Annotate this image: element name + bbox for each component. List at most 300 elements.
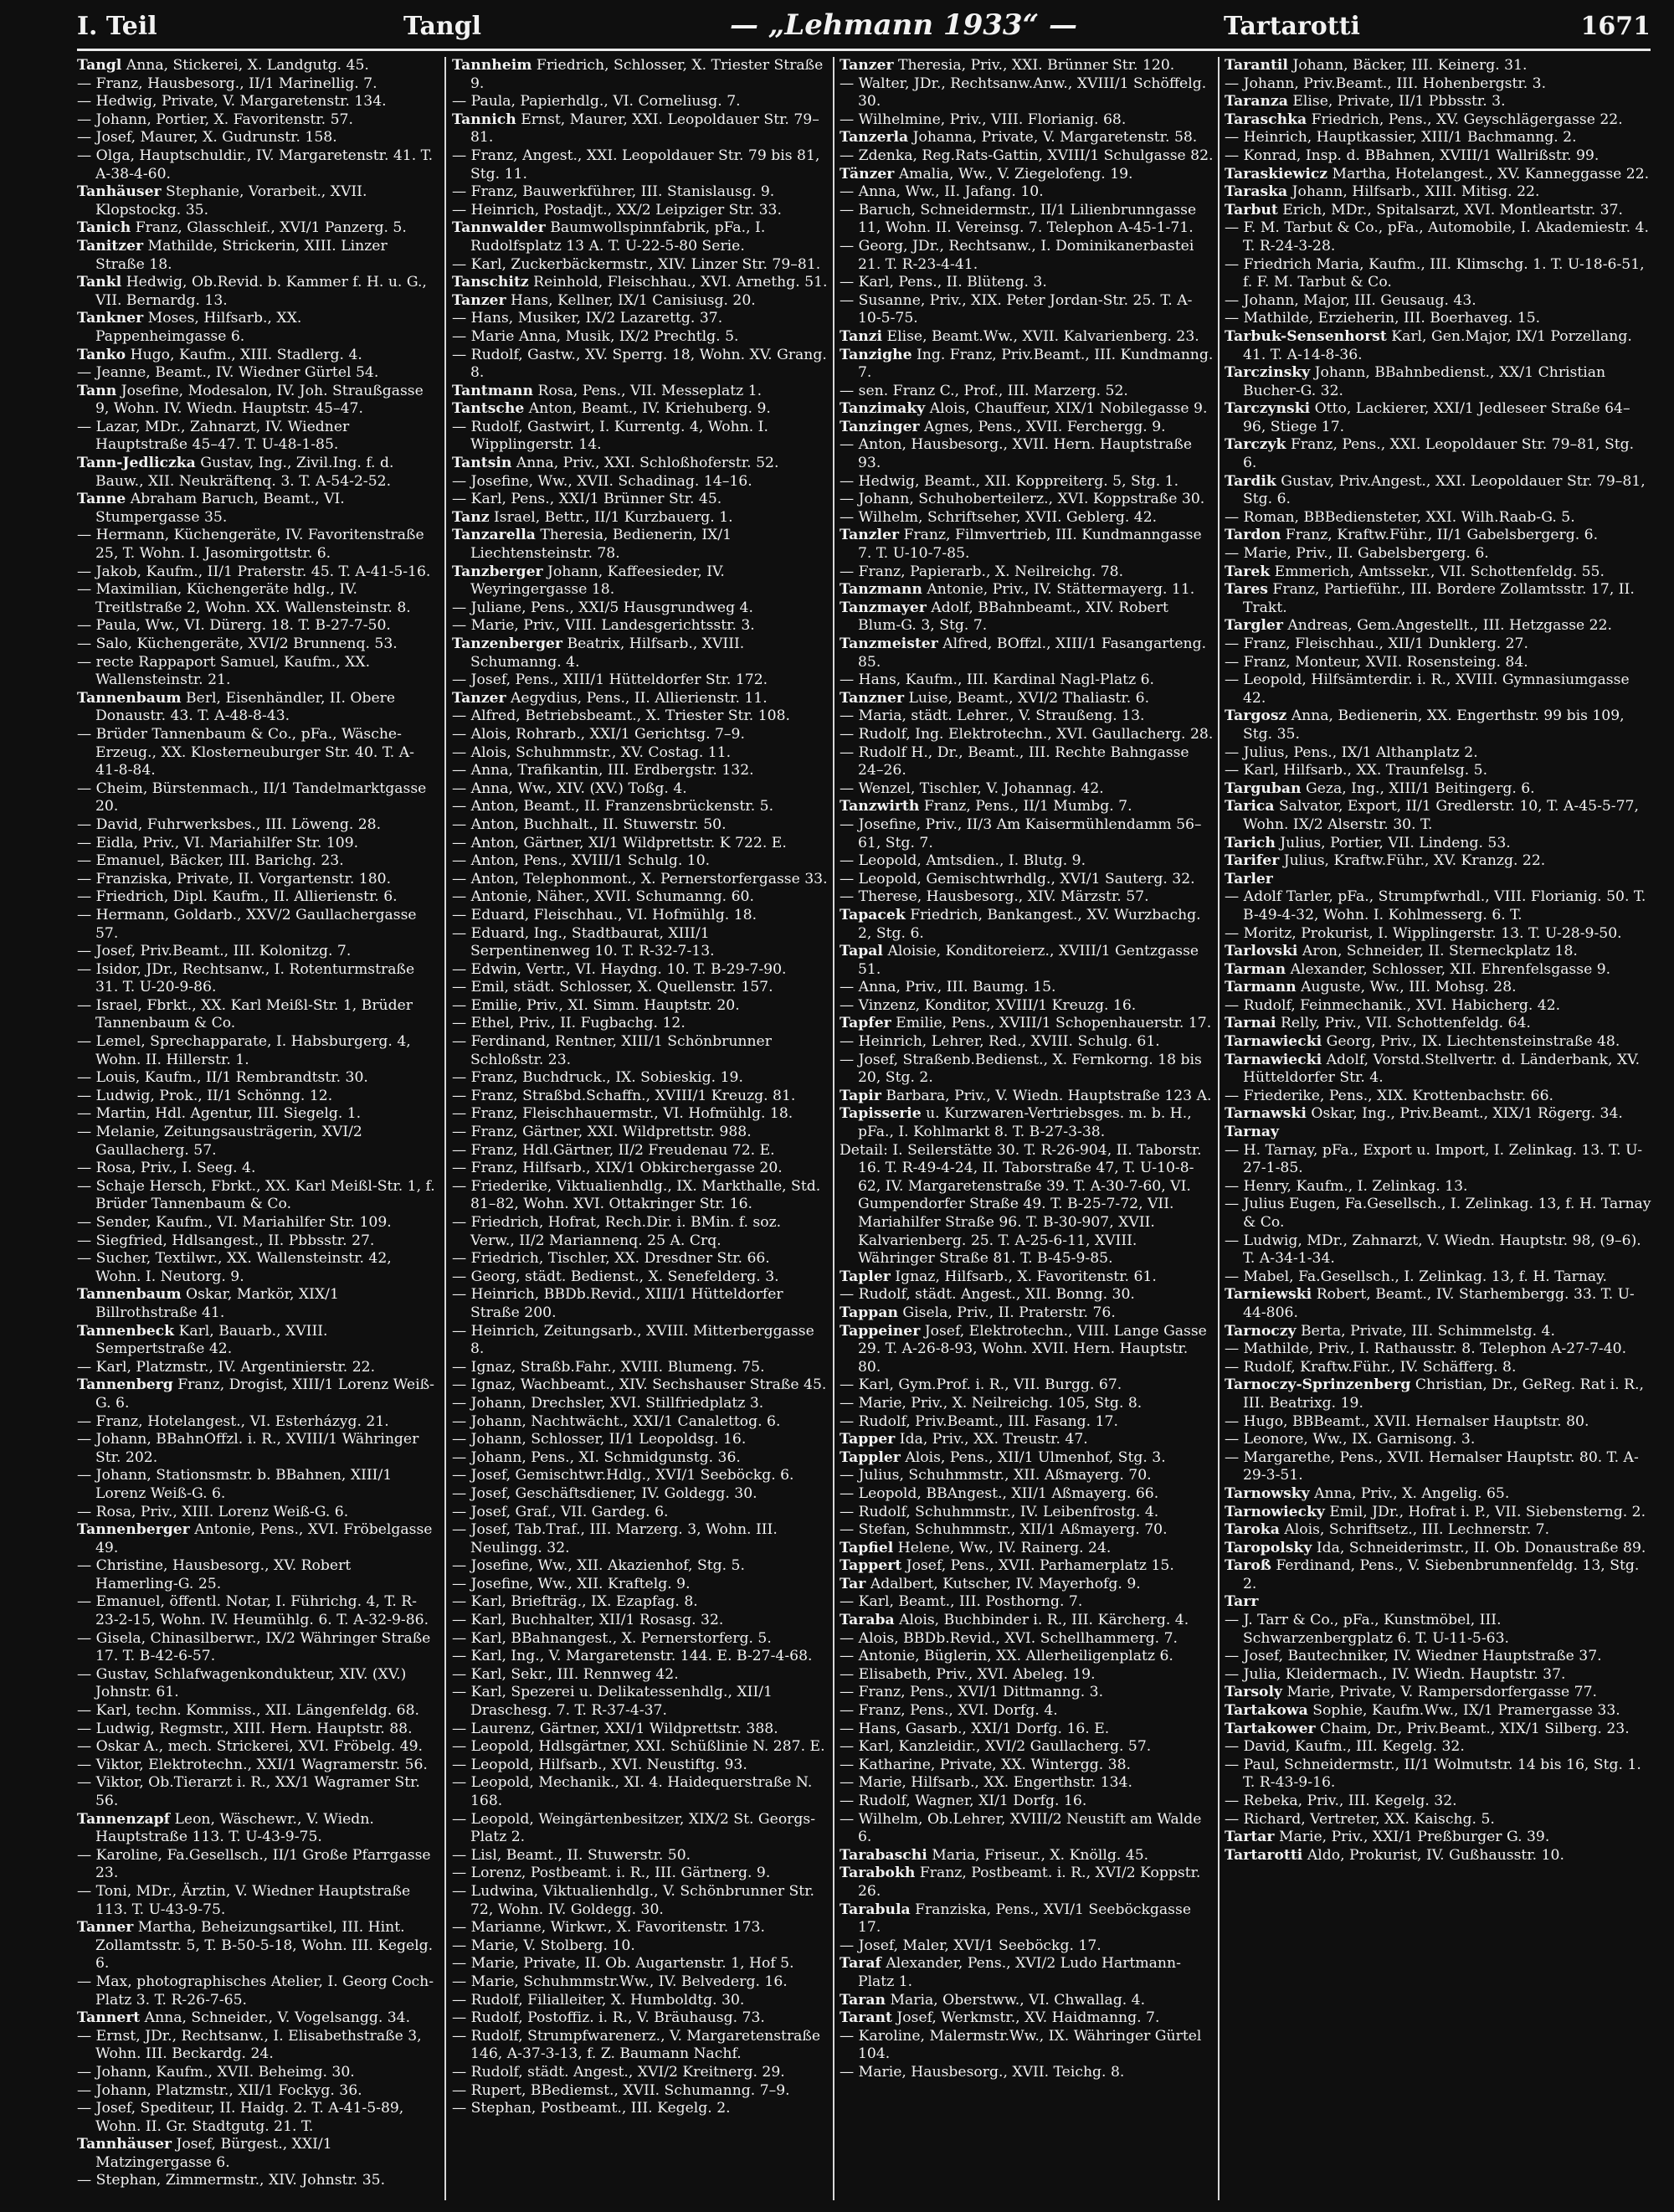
entry-details: Josef, Werkmstr., XV. Haidmanng. 7. <box>896 2009 1160 2027</box>
entry-details: — Josefine, Ww., XII. Kraftelg. 9. <box>452 1575 691 1592</box>
column-rule <box>833 57 834 2200</box>
entry-details: — Stephan, Postbeamt., III. Kegelg. 2. <box>452 2100 731 2117</box>
entry-details: — Sucher, Textilwr., XX. Wallensteinstr. 42, Wohn. I. Neutorg. 9. <box>77 1250 392 1285</box>
directory-entry <box>840 1702 1214 1721</box>
entry-details: — Julius, Pens., IX/1 Althanplatz 2. <box>1225 743 1478 761</box>
entry-surname: Tarnawiecki <box>1225 1033 1322 1051</box>
directory-entry <box>77 527 437 563</box>
directory-entry <box>452 93 829 111</box>
entry-details: Georg, Priv., IX. Liechtensteinstraße 48. <box>1326 1033 1620 1051</box>
directory-entry <box>452 1593 829 1612</box>
directory-entry <box>77 1069 437 1088</box>
directory-entry <box>452 1268 829 1287</box>
entry-details: Ignaz, Hilfsarb., X. Favoritenstr. 61. <box>895 1268 1157 1285</box>
directory-entry <box>1225 671 1651 707</box>
entry-details: Josefine, Modesalon, IV. Joh. Straußgasse 9, Wohn. IV. Wiedn. Hauptstr. 45–47. <box>95 382 424 418</box>
directory-entry <box>1225 1702 1651 1721</box>
directory-entry <box>452 852 829 871</box>
entry-details: — Ludwina, Viktualienhdlg., V. Schönbrunner Str. 72, Wohn. IV. Goldegg. 30. <box>452 1882 814 1918</box>
directory-entry <box>452 310 829 328</box>
entry-details: — Franz, Angest., XXI. Leopoldauer Str. 79 bis 81, Stg. 11. <box>452 147 820 183</box>
directory-entry <box>77 93 437 111</box>
entry-surname: Tappan <box>840 1304 898 1321</box>
entry-details: — Richard, Vertreter, XX. Kaischg. 5. <box>1225 1810 1495 1828</box>
entry-details: Johanna, Private, V. Margaretenstr. 58. <box>912 129 1198 147</box>
entry-details: — Josefine, Priv., II/3 Am Kaisermühlendamm 56–61, Stg. 7. <box>840 815 1202 851</box>
directory-entry <box>77 1557 437 1593</box>
entry-details: Antonie, Priv., IV. Stättermayerg. 11. <box>927 581 1195 599</box>
entry-details: — Ferdinand, Rentner, XIII/1 Schönbrunner Schloßstr. 23. <box>452 1033 772 1068</box>
directory-entry <box>840 1431 1214 1449</box>
directory-entry <box>840 581 1214 599</box>
entry-details: Oskar, Markör, XIX/1 Billrothstraße 41. <box>95 1286 339 1321</box>
entry-details: — J. Tarr & Co., pFa., Kunstmöbel, III. Schwarzenbergplatz 6. T. U-11-5-63. <box>1225 1612 1509 1647</box>
entry-details: Theresia, Bedienerin, IX/1 Liechtensteinstr. 78. <box>470 527 732 563</box>
entry-details: — Karl, Pens., XXI/1 Brünner Str. 45. <box>452 491 722 508</box>
directory-entry <box>77 129 437 147</box>
entry-surname: Tänzer <box>840 165 895 183</box>
directory-entry <box>77 780 437 816</box>
directory-entry <box>840 527 1214 563</box>
directory-entry <box>1225 1449 1651 1485</box>
directory-entry <box>77 1431 437 1467</box>
entry-details: — Josefine, Ww., XVII. Schadinag. 14–16. <box>452 472 752 490</box>
directory-entry <box>1225 1142 1651 1178</box>
entry-details: Johann, Kaffeesieder, IV. Weyringergasse 18. <box>470 563 725 599</box>
directory-entry <box>452 726 829 744</box>
entry-details: — Johann, Priv.Beamt., III. Hohenbergstr. 3. <box>1225 75 1547 92</box>
directory-entry <box>1225 1540 1651 1558</box>
entry-details: Alois, Schriftsetz., III. Lechnerstr. 7. <box>1284 1521 1550 1539</box>
directory-entry <box>452 925 829 961</box>
entry-details: — Ignaz, Straßb.Fahr., XVIII. Blumeng. 75. <box>452 1358 765 1376</box>
entry-details: Amalia, Ww., V. Ziegelofeng. 19. <box>898 165 1133 183</box>
entry-details: Aron, Schneider, II. Sterneckplatz 18. <box>1302 943 1578 960</box>
directory-entry <box>1225 400 1651 436</box>
entry-details: — Sender, Kaufm., VI. Mariahilfer Str. 109. <box>77 1214 392 1231</box>
entry-details: — Johann, Kaufm., XVII. Beheimg. 30. <box>77 2063 355 2081</box>
entry-details: — Hans, Kaufm., III. Kardinal Nagl-Platz 6. <box>840 671 1155 689</box>
directory-entry <box>840 347 1214 383</box>
entry-details: — Rebeka, Priv., III. Kegelg. 32. <box>1225 1793 1457 1809</box>
entry-surname: Tanzner <box>840 689 905 707</box>
entry-details: — Max, photographisches Atelier, I. Georg Coch-Platz 3. T. R-26-7-65. <box>77 1973 434 2009</box>
directory-entry <box>452 419 829 455</box>
entry-details: — Karoline, Malermstr.Ww., IX. Währinger Gürtel 104. <box>840 2027 1202 2063</box>
entry-details: — Leopold, BBAngest., XII/1 Aßmayerg. 66. <box>840 1484 1159 1502</box>
entry-surname: Targuban <box>1225 779 1302 797</box>
entry-details: Martha, Hotelangest., XV. Kanneggasse 22. <box>1332 165 1650 183</box>
directory-entry <box>77 1774 437 1810</box>
entry-details: — Salo, Küchengeräte, XVI/2 Brunnenq. 53. <box>77 635 398 652</box>
directory-entry <box>1225 93 1651 111</box>
entry-details: — Wilhelm, Schriftseher, XVII. Geblerg. 42. <box>840 508 1158 526</box>
directory-entry <box>452 1955 829 1973</box>
directory-entry <box>1225 888 1651 924</box>
entry-details: — Marie, Schuhmmstr.Ww., IV. Belvederg. 16. <box>452 1973 788 1990</box>
entry-details: — Karl, Kanzleidir., XVI/2 Gaullacherg. 57. <box>840 1738 1152 1756</box>
entry-details: — Lorenz, Postbeamt. i. R., III. Gärtnerg. 9. <box>452 1865 771 1882</box>
entry-details: — Stephan, Zimmermstr., XIV. Johnstr. 35. <box>77 2172 386 2189</box>
entry-details: Emilie, Pens., XVIII/1 Schopenhauerstr. 17. <box>896 1015 1212 1032</box>
entry-details: — Alois, Rohrarb., XXI/1 Gerichtsg. 7–9. <box>452 725 745 743</box>
directory-entry <box>840 635 1214 671</box>
entry-details: Christian, Dr., GeReg. Rat i. R., III. Beatrixg. 19. <box>1243 1376 1644 1412</box>
entry-details: — Leopold, Hdlsgärtner, XXI. Schüßlinie N. 287. E. <box>452 1738 825 1756</box>
entry-details: Erich, MDr., Spitalsarzt, XVI. Montleartstr. 37. <box>1282 201 1623 219</box>
entry-surname: Tarabokh <box>840 1865 916 1882</box>
entry-surname: Tannert <box>77 2009 141 2027</box>
entry-details: — Josef, Spediteur, II. Haidg. 2. T. A-41-5-89, Wohn. II. Gr. Stadtgutg. 21. T. <box>77 2100 404 2135</box>
entry-details: Anna, Stickerei, X. Landgutg. 45. <box>126 57 369 74</box>
entry-surname: Tanko <box>77 346 126 363</box>
entry-details: — Josef, Pens., XIII/1 Hütteldorfer Str. 172. <box>452 671 768 689</box>
directory-entry <box>840 726 1214 744</box>
entry-details: Franz, Glasschleif., XVI/1 Panzerg. 5. <box>135 219 407 237</box>
directory-entry <box>840 473 1214 491</box>
directory-entry <box>840 1485 1214 1504</box>
directory-entry <box>452 111 829 147</box>
entry-surname: Tanzimaky <box>840 400 926 418</box>
entry-details: Hedwig, Ob.Revid. b. Kammer f. H. u. G., VII. Bernardg. 13. <box>95 274 427 309</box>
directory-entry <box>840 1015 1214 1033</box>
entry-details: — Karoline, Fa.Gesellsch., II/1 Große Pfarrgasse 23. <box>77 1846 431 1882</box>
entry-surname: Tardik <box>1225 472 1276 490</box>
directory-entry <box>452 1521 829 1557</box>
entry-details: — Roman, BBBediensteter, XXI. Wilh.Raab-G. 5. <box>1225 508 1575 526</box>
entry-details: Julius, Kraftw.Führ., XV. Kranzg. 22. <box>1283 852 1546 870</box>
entry-details: Alois, Chauffeur, XIX/1 Nobilegasse 9. <box>929 400 1208 418</box>
entry-details: Stephanie, Vorarbeit., XVII. Klopstockg. 35. <box>95 183 367 219</box>
entry-details: — Anton, Pens., XVIII/1 Schulg. 10. <box>452 852 711 870</box>
entry-details: — Leopold, Amtsdien., I. Blutg. 9. <box>840 852 1086 870</box>
directory-entry <box>452 491 829 509</box>
directory-entry <box>452 1413 829 1432</box>
entry-details: — Franz, Hausbesorg., II/1 Marinellig. 7. <box>77 75 377 92</box>
directory-entry <box>452 744 829 763</box>
directory-entry <box>1225 1268 1651 1287</box>
entry-surname: Tannenberg <box>77 1376 173 1394</box>
directory-entry <box>840 292 1214 328</box>
directory-entry <box>77 383 437 419</box>
entry-details: — Schaje Hersch, Fbrkt., XX. Karl Meißl-Str. 1, f. Brüder Tannenbaum & Co. <box>77 1177 435 1213</box>
entry-details: Elise, Beamt.Ww., XVII. Kalvarienberg. 23. <box>886 327 1199 345</box>
directory-entry <box>77 57 437 75</box>
entry-surname: Tarnay <box>1225 1124 1279 1141</box>
column-1 <box>77 57 437 2200</box>
entry-details: Chaim, Dr., Priv.Beamt., XIX/1 Silberg. 23. <box>1320 1720 1630 1737</box>
directory-entry <box>840 997 1214 1016</box>
directory-entry <box>1225 1521 1651 1540</box>
entry-details: — Isidor, JDr., Rechtsanw., I. Rotenturmstraße 31. T. U-20-9-86. <box>77 960 415 996</box>
entry-details: Anna, Priv., XXI. Schloßhoferstr. 52. <box>516 455 779 472</box>
directory-entry <box>77 2136 437 2172</box>
entry-surname: Tantsche <box>452 400 525 418</box>
entry-details: Maria, Oberstww., VI. Chwallag. 4. <box>890 1991 1146 2009</box>
directory-entry <box>77 1413 437 1432</box>
entry-details: — Johann, Stationsmstr. b. BBahnen, XIII/1 Lorenz Weiß-G. 6. <box>77 1467 393 1502</box>
entry-details: — Karl, Pens., II. Blüteng. 3. <box>840 274 1047 291</box>
directory-entry <box>452 599 829 618</box>
entry-surname: Tarman <box>1225 960 1286 978</box>
entry-surname: Tannwalder <box>452 219 546 237</box>
entry-details: — Marie, Priv., VIII. Landesgerichtsstr. 3. <box>452 617 755 635</box>
directory-entry <box>1225 871 1651 889</box>
directory-entry <box>840 690 1214 708</box>
entry-details: — Henry, Kaufm., I. Zelinkag. 13. <box>1225 1177 1468 1195</box>
entry-surname: Tanzmayer <box>840 599 927 616</box>
directory-entry <box>1225 1232 1651 1268</box>
entry-details: Adolf, BBahnbeamt., XIV. Robert Blum-G. 3, Stg. 7. <box>858 599 1168 635</box>
entry-details: Friedrich, Schlosser, X. Triester Straße 9. <box>470 57 824 92</box>
entry-surname: Taroka <box>1225 1521 1280 1539</box>
entry-details: — Friedrich, Tischler, XX. Dresdner Str. 66. <box>452 1250 770 1268</box>
entry-details: — Israel, Fbrkt., XX. Karl Meißl-Str. 1, Brüder Tannenbaum & Co. <box>77 996 413 1032</box>
directory-entry <box>77 1504 437 1522</box>
entry-details: Ernst, Maurer, XXI. Leopoldauer Str. 79–81. <box>470 111 819 147</box>
entry-details: Anton, Beamt., IV. Kriehuberg. 9. <box>528 400 771 418</box>
entry-surname: Tarmann <box>1225 979 1297 996</box>
directory-entry <box>1225 1504 1651 1522</box>
entry-details: — Juliane, Pens., XXI/5 Hausgrundweg 4. <box>452 599 753 616</box>
entry-details: — Mathilde, Priv., I. Rathausstr. 8. Telephon A-27-7-40. <box>1225 1340 1627 1358</box>
directory-entry <box>77 147 437 183</box>
entry-details: — Katharine, Private, XX. Wintergg. 38. <box>840 1756 1131 1773</box>
entry-details: — Rudolf, städt. Angest., XVI/2 Kreitnerg. 29. <box>452 2063 785 2081</box>
directory-entry <box>452 1359 829 1377</box>
entry-details: — Karl, Buchhalter, XII/1 Rosasg. 32. <box>452 1612 724 1629</box>
entry-surname: Taraskiewicz <box>1225 165 1328 183</box>
entry-details: — Heinrich, Lehrer, Red., XVIII. Schulg. 61. <box>840 1033 1160 1051</box>
directory-entry <box>1225 798 1651 834</box>
directory-entry <box>77 1160 437 1178</box>
entry-details: Moses, Hilfsarb., XX. Pappenheimgasse 6. <box>95 310 302 345</box>
entry-details: — Karl, Zuckerbäckermstr., XIV. Linzer Str. 79–81. <box>452 255 821 273</box>
entry-details: — Louis, Kaufm., II/1 Rembrandtstr. 30. <box>77 1069 368 1087</box>
entry-details: — Georg, JDr., Rechtsanw., I. Dominikanerbastei 21. T. R-23-4-41. <box>840 237 1194 273</box>
entry-details: — Karl, Gym.Prof. i. R., VII. Burgg. 67. <box>840 1376 1122 1394</box>
directory-entry <box>840 1413 1214 1432</box>
entry-details: Anna, Bedienerin, XX. Engerthstr. 99 bis 109, Stg. 35. <box>1243 707 1625 743</box>
directory-entry <box>452 1666 829 1685</box>
entry-details: — Anton, Buchhalt., II. Stuwerstr. 50. <box>452 815 727 833</box>
directory-entry <box>1225 979 1651 997</box>
directory-entry <box>840 1738 1214 1757</box>
directory-entry <box>77 2009 437 2028</box>
entry-surname: Taran <box>840 1991 886 2009</box>
directory-entry <box>840 907 1214 943</box>
entry-details: Aloisie, Konditoreierz., XVIII/1 Gentzgasse 51. <box>858 943 1199 978</box>
entry-details: — Julius, Schuhmmstr., XII. Aßmayerg. 70. <box>840 1467 1152 1484</box>
entry-surname: Taraska <box>1225 183 1288 201</box>
directory-entry <box>77 1702 437 1721</box>
entry-details: — Rudolf, städt. Angest., XII. Bonng. 30. <box>840 1286 1135 1304</box>
entry-details: — Melanie, Zeitungsausträgerin, XVI/2 Gaullacherg. 57. <box>77 1124 362 1159</box>
entry-details: — Moritz, Prokurist, I. Wipplingerstr. 13. T. U-28-9-50. <box>1225 924 1622 942</box>
entry-details: — Anna, Priv., III. Baumg. 15. <box>840 979 1056 996</box>
entry-details: — Karl, BBahnangest., X. Pernerstorferg. 5. <box>452 1629 772 1647</box>
directory-entry <box>1225 57 1651 75</box>
directory-entry <box>452 798 829 816</box>
directory-entry <box>840 1052 1214 1088</box>
directory-entry <box>77 1124 437 1160</box>
directory-entry <box>452 1738 829 1757</box>
entry-details: Berl, Eisenhändler, II. Obere Donaustr. 43. T. A-48-8-43. <box>95 689 396 725</box>
entry-details: Alois, Pens., XII/1 Ulmenhof, Stg. 3. <box>905 1448 1166 1466</box>
directory-entry <box>77 1521 437 1557</box>
entry-details: — Rudolf, Ing. Elektrotechn., XVI. Gaullacherg. 28. <box>840 725 1214 743</box>
directory-entry <box>77 2028 437 2064</box>
entry-details: Marie, Priv., XXI/1 Preßburger G. 39. <box>1278 1829 1550 1846</box>
entry-surname: Tann <box>77 382 117 399</box>
directory-entry <box>77 419 437 455</box>
entry-surname: Tar <box>840 1575 866 1592</box>
entry-surname: Tanzer <box>452 689 506 707</box>
directory-entry <box>1225 997 1651 1016</box>
directory-entry <box>1225 1286 1651 1322</box>
directory-entry <box>77 1033 437 1069</box>
column-rule <box>1218 57 1220 2200</box>
entry-details: — Karl, Spezerei u. Delikatessenhdlg., XII/1 Draschesg. 7. T. R-37-4-37. <box>452 1684 773 1720</box>
entry-details: — Johann, Portier, X. Favoritenstr. 57. <box>77 111 353 128</box>
directory-entry <box>1225 1847 1651 1865</box>
entry-details: — Antonie, Näher., XVII. Schumanng. 60. <box>452 888 754 906</box>
entry-surname: Tapfiel <box>840 1539 894 1556</box>
directory-entry <box>840 1757 1214 1775</box>
directory-entry <box>452 563 829 599</box>
entry-details: — Heinrich, Zeitungsarb., XVIII. Mitterberggasse 8. <box>452 1322 814 1358</box>
entry-surname: Tarnai <box>1225 1015 1276 1032</box>
entry-details: — Josef, Bautechniker, IV. Wiedner Hauptstraße 37. <box>1225 1648 1602 1665</box>
directory-entry <box>77 1721 437 1739</box>
directory-entry <box>452 690 829 708</box>
entry-details: — Toni, MDr., Ärztin, V. Wiedner Hauptstraße 113. T. U-43-9-75. <box>77 1882 411 1918</box>
entry-details: — Hans, Musiker, IX/2 Lazarettg. 37. <box>452 310 723 327</box>
entry-details: Alois, Buchbinder i. R., III. Kärcherg. 4. <box>899 1612 1189 1629</box>
entry-details: — Josef, Tab.Traf., III. Marzerg. 3, Wohn. III. Neulingg. 32. <box>452 1521 778 1556</box>
entry-surname: Tanne <box>77 491 126 508</box>
directory-entry <box>840 436 1214 472</box>
directory-entry <box>452 1449 829 1468</box>
directory-entry <box>1225 1666 1651 1685</box>
entry-details: Aldo, Prokurist, IV. Gußhausstr. 10. <box>1307 1846 1564 1864</box>
entry-details: Johann, Hilfsarb., XIII. Mitisg. 22. <box>1291 183 1540 201</box>
entry-surname: Tarnawiecki <box>1225 1051 1322 1068</box>
entry-details: — Johann, BBahnOffzl. i. R., XVIII/1 Währinger Str. 202. <box>77 1431 419 1466</box>
directory-entry <box>452 202 829 220</box>
directory-entry <box>452 835 829 853</box>
directory-entry <box>452 2082 829 2101</box>
entry-details: — Adolf Tarler, pFa., Strumpfwrhdl., VIII. Florianig. 50. T. B-49-4-32, Wohn. I. Kohlmesserg. 6. T. <box>1225 888 1646 923</box>
entry-details: — Marie, Priv., II. Gabelsbergerg. 6. <box>1225 545 1489 563</box>
directory-entry <box>1225 925 1651 944</box>
entry-surname: Tarifer <box>1225 852 1280 870</box>
entry-details: Josef, Bürgest., XXI/1 Matzingergasse 6. <box>95 2136 332 2171</box>
entry-details: Auguste, Ww., III. Mohsg. 28. <box>1301 979 1517 996</box>
directory-entry <box>840 1395 1214 1413</box>
entry-details: — Franz, Gärtner, XXI. Wildprettstr. 988. <box>452 1124 752 1141</box>
entry-surname: Taroß <box>1225 1557 1271 1575</box>
entry-surname: Tarbut <box>1225 201 1278 219</box>
directory-entry <box>77 1883 437 1919</box>
entry-surname: Tarnawski <box>1225 1105 1307 1123</box>
directory-entry <box>840 888 1214 907</box>
entry-details: — Leopold, Gemischtwrhdlg., XVI/1 Sauterg. 32. <box>840 870 1195 887</box>
directory-entry <box>452 1088 829 1106</box>
directory-entry <box>77 1757 437 1775</box>
directory-entry <box>1225 1196 1651 1232</box>
directory-title: — „Lehmann 1933“ — <box>730 8 1077 42</box>
entry-details: — Johann, Major, III. Geusaug. 43. <box>1225 291 1476 309</box>
entry-details: Franz, Partieführ., III. Bordere Zollamtsstr. 17, II. Trakt. <box>1243 581 1635 616</box>
directory-entry <box>452 1395 829 1413</box>
directory-entry <box>840 798 1214 816</box>
directory-entry <box>840 780 1214 799</box>
directory-entry <box>1225 654 1651 672</box>
entry-surname: Tanzinger <box>840 418 920 435</box>
directory-entry <box>77 1359 437 1377</box>
entry-details: — Karl, Hilfsarb., XX. Traunfelsg. 5. <box>1225 762 1488 779</box>
directory-entry <box>840 183 1214 202</box>
column-3 <box>840 57 1214 2200</box>
directory-entry <box>452 816 829 835</box>
entry-surname: Taraba <box>840 1612 895 1629</box>
directory-entry <box>1225 545 1651 563</box>
entry-details: — Ludwig, Prok., II/1 Schönng. 12. <box>77 1087 333 1104</box>
directory-entry <box>452 328 829 347</box>
directory-entry <box>77 455 437 491</box>
entry-details: Aegydius, Pens., II. Allierienstr. 11. <box>511 689 768 707</box>
directory-entry <box>1225 617 1651 635</box>
entry-details: — Ludwig, MDr., Zahnarzt, V. Wiedn. Hauptstr. 98, (9–6). T. A-34-1-34. <box>1225 1232 1641 1268</box>
directory-entry <box>840 1612 1214 1630</box>
entry-details: — Lemel, Sprechapparate, I. Habsburgerg. 4, Wohn. II. Hillerstr. 1. <box>77 1033 411 1068</box>
directory-entry <box>1225 1178 1651 1196</box>
entry-details: — Eduard, Ing., Stadtbaurat, XIII/1 Serpentinenweg 10. T. R-32-7-13. <box>452 924 715 960</box>
entry-details: Abraham Baruch, Beamt., VI. Stumpergasse 35. <box>95 491 345 526</box>
directory-entry <box>452 888 829 907</box>
directory-entry <box>840 1088 1214 1106</box>
directory-entry <box>452 1250 829 1268</box>
directory-entry <box>1225 364 1651 400</box>
entry-surname: Tarant <box>840 2009 892 2027</box>
directory-entry <box>1225 835 1651 853</box>
directory-entry <box>840 1684 1214 1702</box>
entry-details: Adolf, Vorstd.Stellvertr. d. Länderbank, XV. Hütteldorfer Str. 4. <box>1243 1051 1641 1087</box>
entry-details: — Anna, Ww., XIV. (XV.) Toßg. 4. <box>452 779 687 797</box>
entry-details: — Rudolf, Feinmechanik., XVI. Habicherg. 42. <box>1225 996 1561 1014</box>
directory-entry <box>1225 1829 1651 1847</box>
directory-entry <box>840 1630 1214 1649</box>
directory-entry <box>77 816 437 835</box>
entry-details: — Rudolf, Schuhmmstr., IV. Leibenfrostg. 4. <box>840 1503 1159 1520</box>
entry-details: — Ernst, JDr., Rechtsanw., I. Elisabethstraße 3, Wohn. III. Beckardg. 24. <box>77 2027 422 2063</box>
entry-surname: Tanzwirth <box>840 798 920 815</box>
entry-surname: Tappler <box>840 1448 901 1466</box>
directory-entry <box>452 871 829 889</box>
entry-details: — Maximilian, Küchengeräte hdlg., IV. Treitlstraße 2, Wohn. XX. Wallensteinstr. 8. <box>77 581 411 616</box>
entry-details: — Elisabeth, Priv., XVI. Abeleg. 19. <box>840 1665 1096 1683</box>
directory-entry <box>77 726 437 780</box>
entry-details: — F. M. Tarbut & Co., pFa., Automobile, I. Akademiestr. 4. T. R-24-3-28. <box>1225 219 1649 255</box>
entry-details: — Paul, Schneidermstr., II/1 Wolmutstr. 14 bis 16, Stg. 1. T. R-43-9-16. <box>1225 1756 1641 1792</box>
entry-surname: Tares <box>1225 581 1268 599</box>
entry-details: — Antonie, Büglerin, XX. Allerheiligenplatz 6. <box>840 1648 1173 1665</box>
entry-surname: Tanzmeister <box>840 635 938 652</box>
directory-entry <box>77 1214 437 1232</box>
entry-surname: Tarczyk <box>1225 436 1286 454</box>
directory-entry <box>77 961 437 997</box>
